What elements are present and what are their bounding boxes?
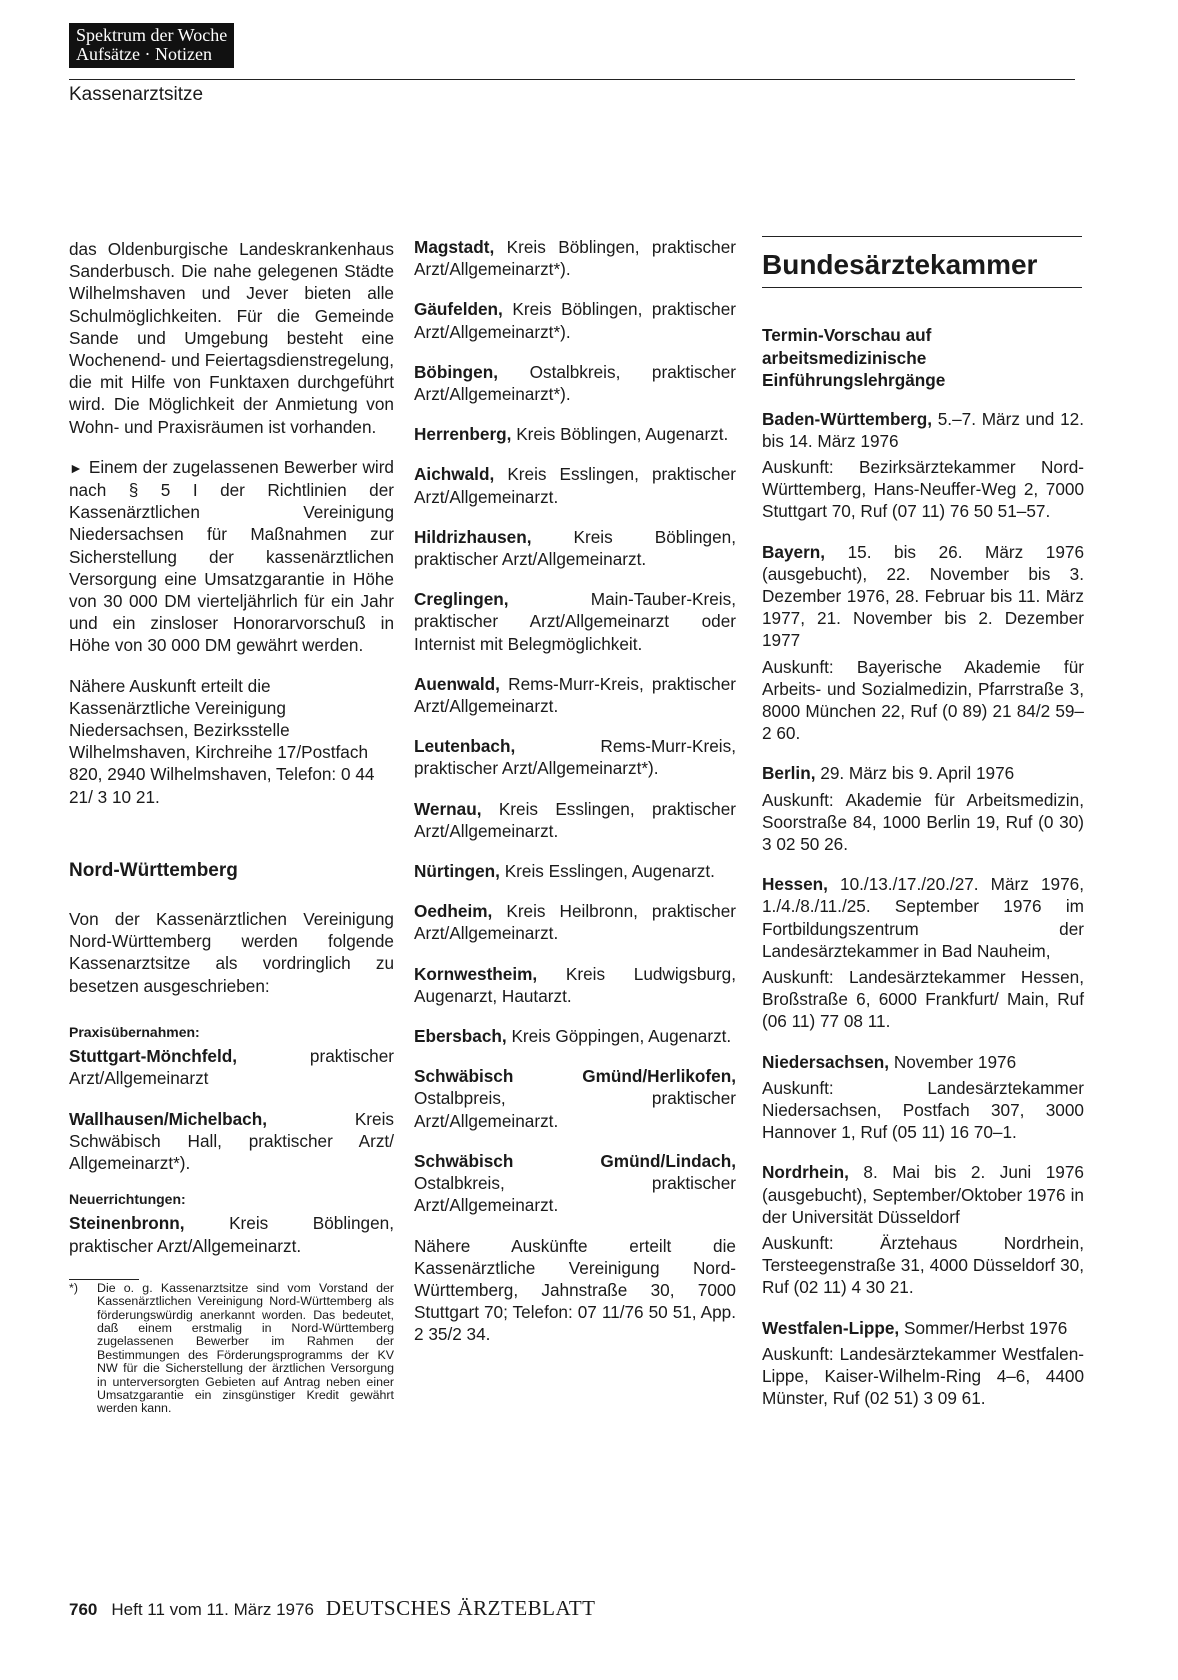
listing-text: Kreis Göppingen, Augenarzt.: [506, 1026, 732, 1047]
footnote: [69, 1282, 394, 1416]
course-contact: Auskunft: Landesärztekammer Westfalen-Lippe, Kaiser-Wilhelm-Ring 4–6, 4400 Münster, Ruf (02 51) 3 09 61.: [762, 1343, 1084, 1409]
course-contact: Auskunft: Bezirksärztekammer Nord-Württemberg, Hans-Neuffer-Weg 2, 7000 Stuttgart 70, Ruf (07 11) 76 50 51–57.: [762, 456, 1084, 522]
listing-entry: [69, 1212, 394, 1256]
listing-entry: [414, 963, 736, 1007]
listing-place: Kornwestheim,: [414, 963, 538, 984]
column-1: [69, 238, 394, 1416]
listing-text: Rems-Murr-Kreis, praktischer Arzt/Allgemeinarzt*).: [414, 736, 736, 779]
section-label-line1: Spektrum der Woche: [76, 25, 228, 45]
listing-entry: [414, 423, 736, 445]
footnote-mark: *): [69, 1280, 78, 1295]
paragraph-guarantee-text: Einem der zugelassenen Bewerber wird nach § 5 I der Richtlinien der Kassenärztlichen Vereinigung Niedersachsen für Maßnahmen zur Sicherstellung der kassenärztlichen Versorgung eine Umsatzgarantie in Höhe von 30 000 DM vierteljährlich für ein Jahr und ein zinsloser Honorarvorschuß in Höhe von 30 000 DM gewährt werden.: [69, 456, 394, 656]
listing-entry: [414, 798, 736, 842]
listing-text: Ostalbkreis, praktischer Arzt/Allgemeinarzt*).: [414, 361, 736, 405]
listing-entry: [414, 298, 736, 342]
listing-place: Böbingen,: [414, 361, 499, 382]
section-label: [69, 23, 234, 68]
listing-text: Kreis Heilbronn, praktischer Arzt/Allgemeinarzt.: [414, 901, 736, 944]
column-2: [414, 236, 736, 1364]
listing-text: Rems-Murr-Kreis, praktischer Arzt/Allgemeinarzt.: [414, 673, 736, 717]
listing-place: Schwäbisch Gmünd/Lindach,: [414, 1150, 736, 1171]
paragraph-contact: Nähere Auskunft erteilt die Kassenärztliche Vereinigung Niedersachsen, Bezirksstelle Wilhelmshaven, Kirchreihe 17/Postfach 820, 2940 Wilhelmshaven, Telefon: 0 44 21/ 3 10 21.: [69, 675, 375, 807]
course-region: Baden-Württemberg,: [762, 408, 932, 429]
listing-text: Kreis Ludwigsburg, Augenarzt, Hautarzt.: [414, 963, 736, 1006]
course-dates: Sommer/Herbst 1976: [899, 1317, 1068, 1338]
running-title: Kassenarztsitze: [69, 84, 204, 105]
listing-text: Kreis Böblingen, praktischer Arzt/Allgemeinarzt*).: [414, 299, 736, 342]
listing-entry: [69, 1108, 394, 1175]
course-contact: Auskunft: Bayerische Akademie für Arbeits- und Sozialmedizin, Pfarrstraße 3, 8000 München 22, Ruf (0 89) 21 84/2 59–2 60.: [762, 656, 1084, 744]
listing-text: Kreis Böblingen, praktischer Arzt/Allgemeinarzt*).: [414, 237, 736, 280]
course-list: [762, 408, 1084, 1410]
listing-text: Main-Tauber-Kreis, praktischer Arzt/Allgemeinarzt oder Internist mit Belegmöglichkeit.: [414, 589, 736, 654]
course-entry: [762, 1051, 1084, 1073]
listing-entry: [414, 860, 736, 882]
listing-entry: [414, 361, 736, 405]
course-entry: [762, 873, 1084, 962]
course-dates: 29. März bis 9. April 1976: [815, 763, 1015, 784]
course-region: Nordrhein,: [762, 1162, 849, 1183]
listing-entry: [414, 526, 736, 570]
listing-place: Aichwald,: [414, 464, 495, 485]
page-number: 760: [69, 1600, 98, 1619]
listing-entry: [414, 463, 736, 507]
listing-place: Hildrizhausen,: [414, 526, 532, 547]
listing-place: Oedheim,: [414, 901, 493, 922]
header-rule: [69, 79, 1075, 80]
listing-text: Kreis Böblingen, praktischer Arzt/Allgemeinarzt.: [414, 526, 736, 570]
course-entry: [762, 541, 1084, 652]
course-region: Niedersachsen,: [762, 1051, 890, 1072]
listing-place: Leutenbach,: [414, 736, 516, 757]
listing-entry: [414, 900, 736, 944]
listing-entry: [414, 1065, 736, 1132]
listing-text: Kreis Böblingen, Augenarzt.: [511, 424, 729, 445]
section-label-line2: Aufsätze · Notizen: [76, 44, 212, 64]
listing-place: Creglingen,: [414, 589, 509, 610]
listing-entry: [69, 1045, 394, 1089]
listing-text: Kreis Esslingen, praktischer Arzt/Allgemeinarzt.: [414, 798, 736, 841]
course-dates: 10./13./17./20./27. März 1976, 1./4./8./11./25. September 1976 im Fortbildungszentrum der Landesärztekammer in Bad Nauheim,: [762, 874, 1084, 961]
paragraph-guarantee: [69, 456, 394, 657]
listing-list: [414, 236, 736, 1217]
course-dates: 8. Mai bis 2. Juni 1976 (ausgebucht), September/Oktober 1976 in der Universität Düsseldorf: [762, 1162, 1084, 1227]
masthead: DEUTSCHES ÄRZTEBLATT: [325, 1596, 596, 1620]
course-entry: [762, 1317, 1084, 1339]
box-title: Bundesärztekammer: [762, 236, 1082, 288]
course-dates: November 1976: [889, 1051, 1017, 1072]
listing-text: Kreis Schwäbisch Hall, praktischer Arzt/ Allgemeinarzt*).: [69, 1108, 394, 1173]
course-dates: 15. bis 26. März 1976 (ausgebucht), 22. November bis 3. Dezember 1976, 28. Februar bis 11. März 1977, 21. November bis 2. Dezember 1977: [762, 541, 1084, 651]
listing-place: Wernau,: [414, 798, 482, 819]
listing-place: Herrenberg,: [414, 424, 512, 445]
course-region: Westfalen-Lippe,: [762, 1317, 900, 1338]
listing-place: Steinenbronn,: [69, 1213, 185, 1234]
listing-text: praktischer Arzt/Allgemeinarzt: [69, 1046, 394, 1089]
course-contact: Auskunft: Landesärztekammer Niedersachsen, Postfach 307, 3000 Hannover 1, Ruf (05 11) 16 70–1.: [762, 1077, 1084, 1143]
listing-text: Ostalbpreis, praktischer Arzt/Allgemeinarzt.: [414, 1088, 736, 1131]
listing-place: Ebersbach,: [414, 1026, 507, 1047]
column-3: [762, 236, 1084, 1427]
course-dates: 5.–7. März und 12. bis 14. März 1976: [762, 408, 1084, 451]
listing-place: Magstadt,: [414, 237, 495, 257]
listing-place: Schwäbisch Gmünd/Herlikofen,: [414, 1066, 736, 1087]
paragraph-hospital: das Oldenburgische Landeskrankenhaus Sanderbusch. Die nahe gelegenen Städte Wilhelmshaven und Jever bieten alle Schulmöglichkeiten. Für die Gemeinde Sande und Umgebung besteht eine Wochenend- und Feiertagsdienstregelung, die mit Hilfe von Funktaxen durchgeführt wird. Die Möglichkeit der Anmietung von Wohn- und Praxisräumen ist vorhanden.: [69, 239, 394, 437]
subhead-neuerrichtungen: Neuerrichtungen:: [69, 1191, 186, 1208]
page-footer: [69, 1597, 595, 1621]
listing-entry: [414, 236, 736, 280]
heading-nord-wuerttemberg: Nord-Württemberg: [69, 859, 238, 881]
listing-place: Gäufelden,: [414, 299, 503, 320]
paragraph-closing: Nähere Auskünfte erteilt die Kassenärztliche Vereinigung Nord-Württemberg, Jahnstraße 30, 7000 Stuttgart 70; Telefon: 07 11/76 50 51, App. 2 35/2 34.: [414, 1235, 736, 1345]
listing-entry: [414, 735, 736, 779]
course-entry: [762, 408, 1084, 452]
course-contact: Auskunft: Akademie für Arbeitsmedizin, Soorstraße 84, 1000 Berlin 19, Ruf (0 30) 3 02 50 26.: [762, 789, 1084, 854]
listing-place: Stuttgart-Mönchfeld,: [69, 1046, 238, 1067]
listing-text: Kreis Esslingen, praktischer Arzt/Allgemeinarzt.: [414, 464, 736, 507]
listing-text: Kreis Esslingen, Augenarzt.: [499, 861, 715, 882]
footnote-text: Die o. g. Kassenarztsitze sind vom Vorstand der Kassenärztlichen Vereinigung Nord-Württemberg als förderungswürdig anerkannt worden. Das bedeutet, daß einem erstmalig in Nord-Württemberg zugelassenen Bewerber im Rahmen der Bestimmungen des Förderungsprogramms der KV NW für die Sicherstellung der ärztlichen Versorgung in unterversorgten Gebieten auf Antrag neben einer Umsatzgarantie ein zinsgünstiger Kredit gewährt werden kann.: [97, 1280, 394, 1416]
listing-entry: [414, 1150, 736, 1217]
listing-place: Auenwald,: [414, 673, 500, 694]
footnote-rule: [69, 1279, 139, 1280]
course-contact: Auskunft: Ärztehaus Nordrhein, Tersteegenstraße 31, 4000 Düsseldorf 30, Ruf (02 11) 4 30 21.: [762, 1233, 1084, 1298]
arrow-marker-icon: ►: [69, 459, 83, 476]
listing-entry: [414, 1025, 736, 1047]
listing-entry: [414, 673, 736, 717]
box-subhead: Termin-Vorschau auf arbeitsmedizinische Einführungslehrgänge: [762, 325, 946, 390]
issue-info: Heft 11 vom 11. März 1976: [111, 1600, 314, 1619]
listing-place: Nürtingen,: [414, 861, 500, 882]
course-region: Berlin,: [762, 763, 816, 784]
listing-text: Ostalbkreis, praktischer Arzt/Allgemeinarzt.: [414, 1173, 736, 1216]
course-region: Bayern,: [762, 541, 826, 562]
course-contact: Auskunft: Landesärztekammer Hessen, Broßstraße 6, 6000 Frankfurt/ Main, Ruf (06 11) 77 08 11.: [762, 966, 1084, 1032]
listing-place: Wallhausen/Michelbach,: [69, 1108, 268, 1129]
listing-entry: [414, 588, 736, 655]
subhead-praxisuebernahmen: Praxisübernahmen:: [69, 1023, 200, 1040]
paragraph-intro: Von der Kassenärztlichen Vereinigung Nord-Württemberg werden folgende Kassenarztsitze als vordringlich zu besetzen ausgeschrieben:: [69, 909, 394, 996]
course-entry: [762, 1161, 1084, 1228]
listing-text: Kreis Böblingen, praktischer Arzt/Allgemeinarzt.: [69, 1213, 394, 1256]
course-region: Hessen,: [762, 874, 828, 895]
course-entry: [762, 762, 1084, 784]
